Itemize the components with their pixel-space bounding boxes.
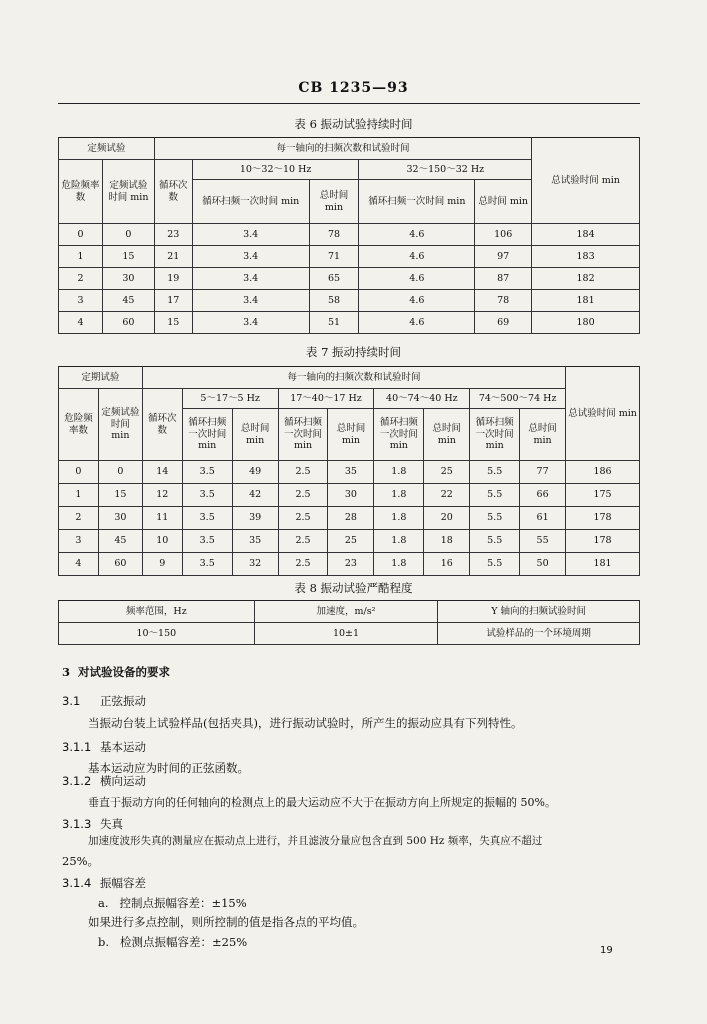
section-3-1-3-number: 3.1.3 — [62, 817, 92, 831]
table7-h-per-axis: 每一轴向的扫频次数和试验时间 — [142, 367, 565, 389]
table-cell: 0 — [59, 461, 99, 484]
table7-h-cycletime-2: 循环扫频一次时间 min — [278, 409, 328, 461]
table-cell: 23 — [154, 224, 192, 246]
table-cell: 5.5 — [470, 530, 520, 553]
table-cell: 87 — [475, 268, 532, 290]
table-cell: 3.5 — [182, 507, 232, 530]
section-3-1-1-number: 3.1.1 — [62, 740, 92, 754]
table-cell: 3.5 — [182, 461, 232, 484]
table6-h-cycles: 循环次数 — [154, 160, 192, 224]
table-cell: 78 — [475, 290, 532, 312]
item-a — [98, 895, 247, 911]
table7-h-sumtime-1: 总时间 min — [232, 409, 278, 461]
table-cell: 4.6 — [359, 312, 475, 334]
table-cell: 4.6 — [359, 246, 475, 268]
section-3-1-4-heading — [62, 875, 146, 891]
table-cell: 11 — [142, 507, 182, 530]
table-row — [59, 507, 640, 530]
table-row — [59, 553, 640, 576]
table-row — [59, 290, 640, 312]
table-cell: 65 — [309, 268, 359, 290]
section-3-1-2-number: 3.1.2 — [62, 774, 92, 788]
section-3-1-4-title: 振幅容差 — [100, 876, 146, 890]
table7-range1: 5～17～5 Hz — [182, 389, 278, 409]
table-cell: 178 — [566, 530, 640, 553]
table-cell: 19 — [154, 268, 192, 290]
table-cell: 30 — [98, 507, 142, 530]
table-cell: 28 — [328, 507, 374, 530]
section-3-1-4-number: 3.1.4 — [62, 876, 92, 890]
table6-h-cycletime-1: 循环扫频一次时间 min — [192, 180, 309, 224]
table-cell: 32 — [232, 553, 278, 576]
table-cell: 2.5 — [278, 553, 328, 576]
section-3-1-2-text: 垂直于振动方向的任何轴向的检测点上的最大运动应不大于在振动方向上所规定的振幅的 50%。 — [88, 796, 556, 809]
table-cell: 0 — [102, 224, 154, 246]
table7-h-total: 总试验时间 min — [566, 367, 640, 461]
table-cell: 69 — [475, 312, 532, 334]
table6-range1: 10～32～10 Hz — [192, 160, 359, 180]
table-cell: 60 — [102, 312, 154, 334]
table-row — [59, 484, 640, 507]
table-cell: 60 — [98, 553, 142, 576]
table-cell: 35 — [232, 530, 278, 553]
page-number: 19 — [600, 945, 613, 956]
table-cell: 1.8 — [374, 553, 424, 576]
table-cell: 5.5 — [470, 553, 520, 576]
table-cell: 14 — [142, 461, 182, 484]
standard-code-header: CB 1235—93 — [298, 80, 409, 96]
section-3-1-1-title: 基本运动 — [100, 740, 146, 754]
table6-h-sumtime-1: 总时间 min — [309, 180, 359, 224]
table7-range4: 74～500～74 Hz — [470, 389, 566, 409]
table-cell: 1.8 — [374, 484, 424, 507]
table6-h-sumtime-2: 总时间 min — [475, 180, 532, 224]
table-cell: 181 — [566, 553, 640, 576]
section-3-1-3-text-line1: 加速度波形失真的测量应在振动点上进行，并且滤波分量应包含直到 500 Hz 频率，失真应不超过 — [88, 835, 543, 847]
table-cell: 30 — [328, 484, 374, 507]
table7-h-sumtime-2: 总时间 min — [328, 409, 374, 461]
table-cell: 3.4 — [192, 290, 309, 312]
table-cell: 50 — [520, 553, 566, 576]
table6-h-fixed: 定频试验 — [59, 138, 155, 160]
table6-h-per-axis: 每一轴向的扫频次数和试验时间 — [154, 138, 531, 160]
table-cell: 3.5 — [182, 553, 232, 576]
table8 — [58, 600, 640, 645]
table-row — [59, 246, 640, 268]
table-cell: 2 — [59, 268, 103, 290]
table-cell: 4.6 — [359, 224, 475, 246]
table-cell: 1 — [59, 246, 103, 268]
table6-range2: 32～150～32 Hz — [359, 160, 532, 180]
table-cell: 183 — [532, 246, 640, 268]
table-cell: 17 — [154, 290, 192, 312]
table-cell: 78 — [309, 224, 359, 246]
table-cell: 5.5 — [470, 484, 520, 507]
table-cell: 66 — [520, 484, 566, 507]
table-cell: 9 — [142, 553, 182, 576]
table7-h-sumtime-3: 总时间 min — [424, 409, 470, 461]
table-cell: 3.4 — [192, 312, 309, 334]
table7-h-cycletime-3: 循环扫频一次时间 min — [374, 409, 424, 461]
table7-h-danger: 危险频率数 — [59, 389, 99, 461]
table-cell: 49 — [232, 461, 278, 484]
table7-body — [59, 461, 640, 576]
item-b — [98, 934, 247, 950]
table-cell: 1.8 — [374, 530, 424, 553]
table-cell: 30 — [102, 268, 154, 290]
table-cell: 77 — [520, 461, 566, 484]
table-row — [59, 530, 640, 553]
table-cell: 2.5 — [278, 507, 328, 530]
section-3-1-3-text-line2: 25%。 — [62, 854, 100, 868]
table-cell: 3.5 — [182, 484, 232, 507]
item-a-label: a. — [98, 896, 109, 910]
table6 — [58, 137, 640, 334]
table7-h-sumtime-4: 总时间 min — [520, 409, 566, 461]
table-cell: 0 — [98, 461, 142, 484]
table6-h-cycletime-2: 循环扫频一次时间 min — [359, 180, 475, 224]
table-cell: 178 — [566, 507, 640, 530]
table8-freq: 10～150 — [59, 623, 255, 645]
table-cell: 20 — [424, 507, 470, 530]
header-rule — [58, 103, 640, 104]
table7-caption: 表 7 振动持续时间 — [305, 345, 402, 359]
section-3-1-title: 正弦振动 — [100, 694, 146, 708]
table-cell: 15 — [154, 312, 192, 334]
section-3-heading — [62, 664, 170, 680]
table-cell: 4.6 — [359, 290, 475, 312]
section-3-1-1-text: 基本运动应为时间的正弦函数。 — [88, 761, 249, 775]
multi-point-text: 如果进行多点控制，则所控制的值是指各点的平均值。 — [88, 915, 364, 929]
table-cell: 175 — [566, 484, 640, 507]
table-cell: 35 — [328, 461, 374, 484]
table-cell: 25 — [424, 461, 470, 484]
table-cell: 2 — [59, 507, 99, 530]
table-cell: 181 — [532, 290, 640, 312]
table-cell: 45 — [98, 530, 142, 553]
table-cell: 2.5 — [278, 461, 328, 484]
table-cell: 12 — [142, 484, 182, 507]
section-3-1-3-title: 失真 — [100, 817, 123, 831]
table-cell: 39 — [232, 507, 278, 530]
table7-range3: 40～74～40 Hz — [374, 389, 470, 409]
table-row — [59, 461, 640, 484]
table-cell: 1.8 — [374, 507, 424, 530]
table-cell: 21 — [154, 246, 192, 268]
table-cell: 4 — [59, 312, 103, 334]
section-3-1-text: 当振动台装上试验样品(包括夹具)，进行振动试验时，所产生的振动应具有下列特性。 — [88, 716, 523, 730]
table-cell: 3.5 — [182, 530, 232, 553]
section-3-1-3-heading — [62, 816, 123, 832]
table-cell: 58 — [309, 290, 359, 312]
table-cell: 5.5 — [470, 507, 520, 530]
table-cell: 3.4 — [192, 224, 309, 246]
table8-ytime: 试验样品的一个环境周期 — [438, 623, 640, 645]
section-3-title: 对试验设备的要求 — [78, 665, 171, 679]
section-3-1-1-heading — [62, 739, 146, 755]
table-cell: 22 — [424, 484, 470, 507]
table-row — [59, 268, 640, 290]
table-cell: 97 — [475, 246, 532, 268]
table8-h-accel: 加速度，m/s² — [254, 601, 438, 623]
table6-h-danger: 危险频率数 — [59, 160, 103, 224]
item-b-text: 检测点振幅容差：±25% — [120, 935, 248, 949]
table-cell: 51 — [309, 312, 359, 334]
table-cell: 61 — [520, 507, 566, 530]
table-row — [59, 312, 640, 334]
table-cell: 186 — [566, 461, 640, 484]
table-cell: 2.5 — [278, 484, 328, 507]
table-cell: 184 — [532, 224, 640, 246]
table6-body — [59, 224, 640, 334]
table-cell: 18 — [424, 530, 470, 553]
table6-caption: 表 6 振动试验持续时间 — [294, 117, 413, 131]
table-cell: 45 — [102, 290, 154, 312]
table-cell: 16 — [424, 553, 470, 576]
table7-range2: 17～40～17 Hz — [278, 389, 374, 409]
table-cell: 25 — [328, 530, 374, 553]
table8-h-freq: 频率范围，Hz — [59, 601, 255, 623]
table6-h-total: 总试验时间 min — [532, 138, 640, 224]
table-cell: 42 — [232, 484, 278, 507]
table-cell: 55 — [520, 530, 566, 553]
table-cell: 180 — [532, 312, 640, 334]
table8-h-ytime: Y 轴向的扫频试验时间 — [438, 601, 640, 623]
table-cell: 10 — [142, 530, 182, 553]
table-cell: 3 — [59, 290, 103, 312]
table-cell: 1 — [59, 484, 99, 507]
table8-accel: 10±1 — [254, 623, 438, 645]
table-cell: 71 — [309, 246, 359, 268]
section-3-number: 3 — [62, 665, 71, 679]
table-cell: 15 — [98, 484, 142, 507]
table-cell: 0 — [59, 224, 103, 246]
table7-h-fixed: 定期试验 — [59, 367, 143, 389]
table-cell: 182 — [532, 268, 640, 290]
table-cell: 1.8 — [374, 461, 424, 484]
table-cell: 106 — [475, 224, 532, 246]
table-cell: 2.5 — [278, 530, 328, 553]
table-row — [59, 224, 640, 246]
table7-h-cycles: 循环次数 — [142, 389, 182, 461]
table8-caption: 表 8 振动试验严酷程度 — [294, 581, 413, 595]
section-3-1-heading — [62, 693, 146, 709]
item-b-label: b. — [98, 935, 110, 949]
table-cell: 4 — [59, 553, 99, 576]
table7-h-cycletime-1: 循环扫频一次时间 min — [182, 409, 232, 461]
table-cell: 3.4 — [192, 246, 309, 268]
table-cell: 4.6 — [359, 268, 475, 290]
table-cell: 3 — [59, 530, 99, 553]
section-3-1-number: 3.1 — [62, 694, 81, 708]
table7 — [58, 366, 640, 576]
table-cell: 5.5 — [470, 461, 520, 484]
table-cell: 23 — [328, 553, 374, 576]
table6-h-fixtime: 定频试验时间 min — [102, 160, 154, 224]
item-a-text: 控制点振幅容差：±15% — [119, 896, 247, 910]
table7-h-fixtime: 定频试验时间 min — [98, 389, 142, 461]
section-3-1-2-title: 横向运动 — [100, 774, 146, 788]
table-cell: 3.4 — [192, 268, 309, 290]
table7-h-cycletime-4: 循环扫频一次时间 min — [470, 409, 520, 461]
table-cell: 15 — [102, 246, 154, 268]
section-3-1-2-heading — [62, 773, 146, 789]
